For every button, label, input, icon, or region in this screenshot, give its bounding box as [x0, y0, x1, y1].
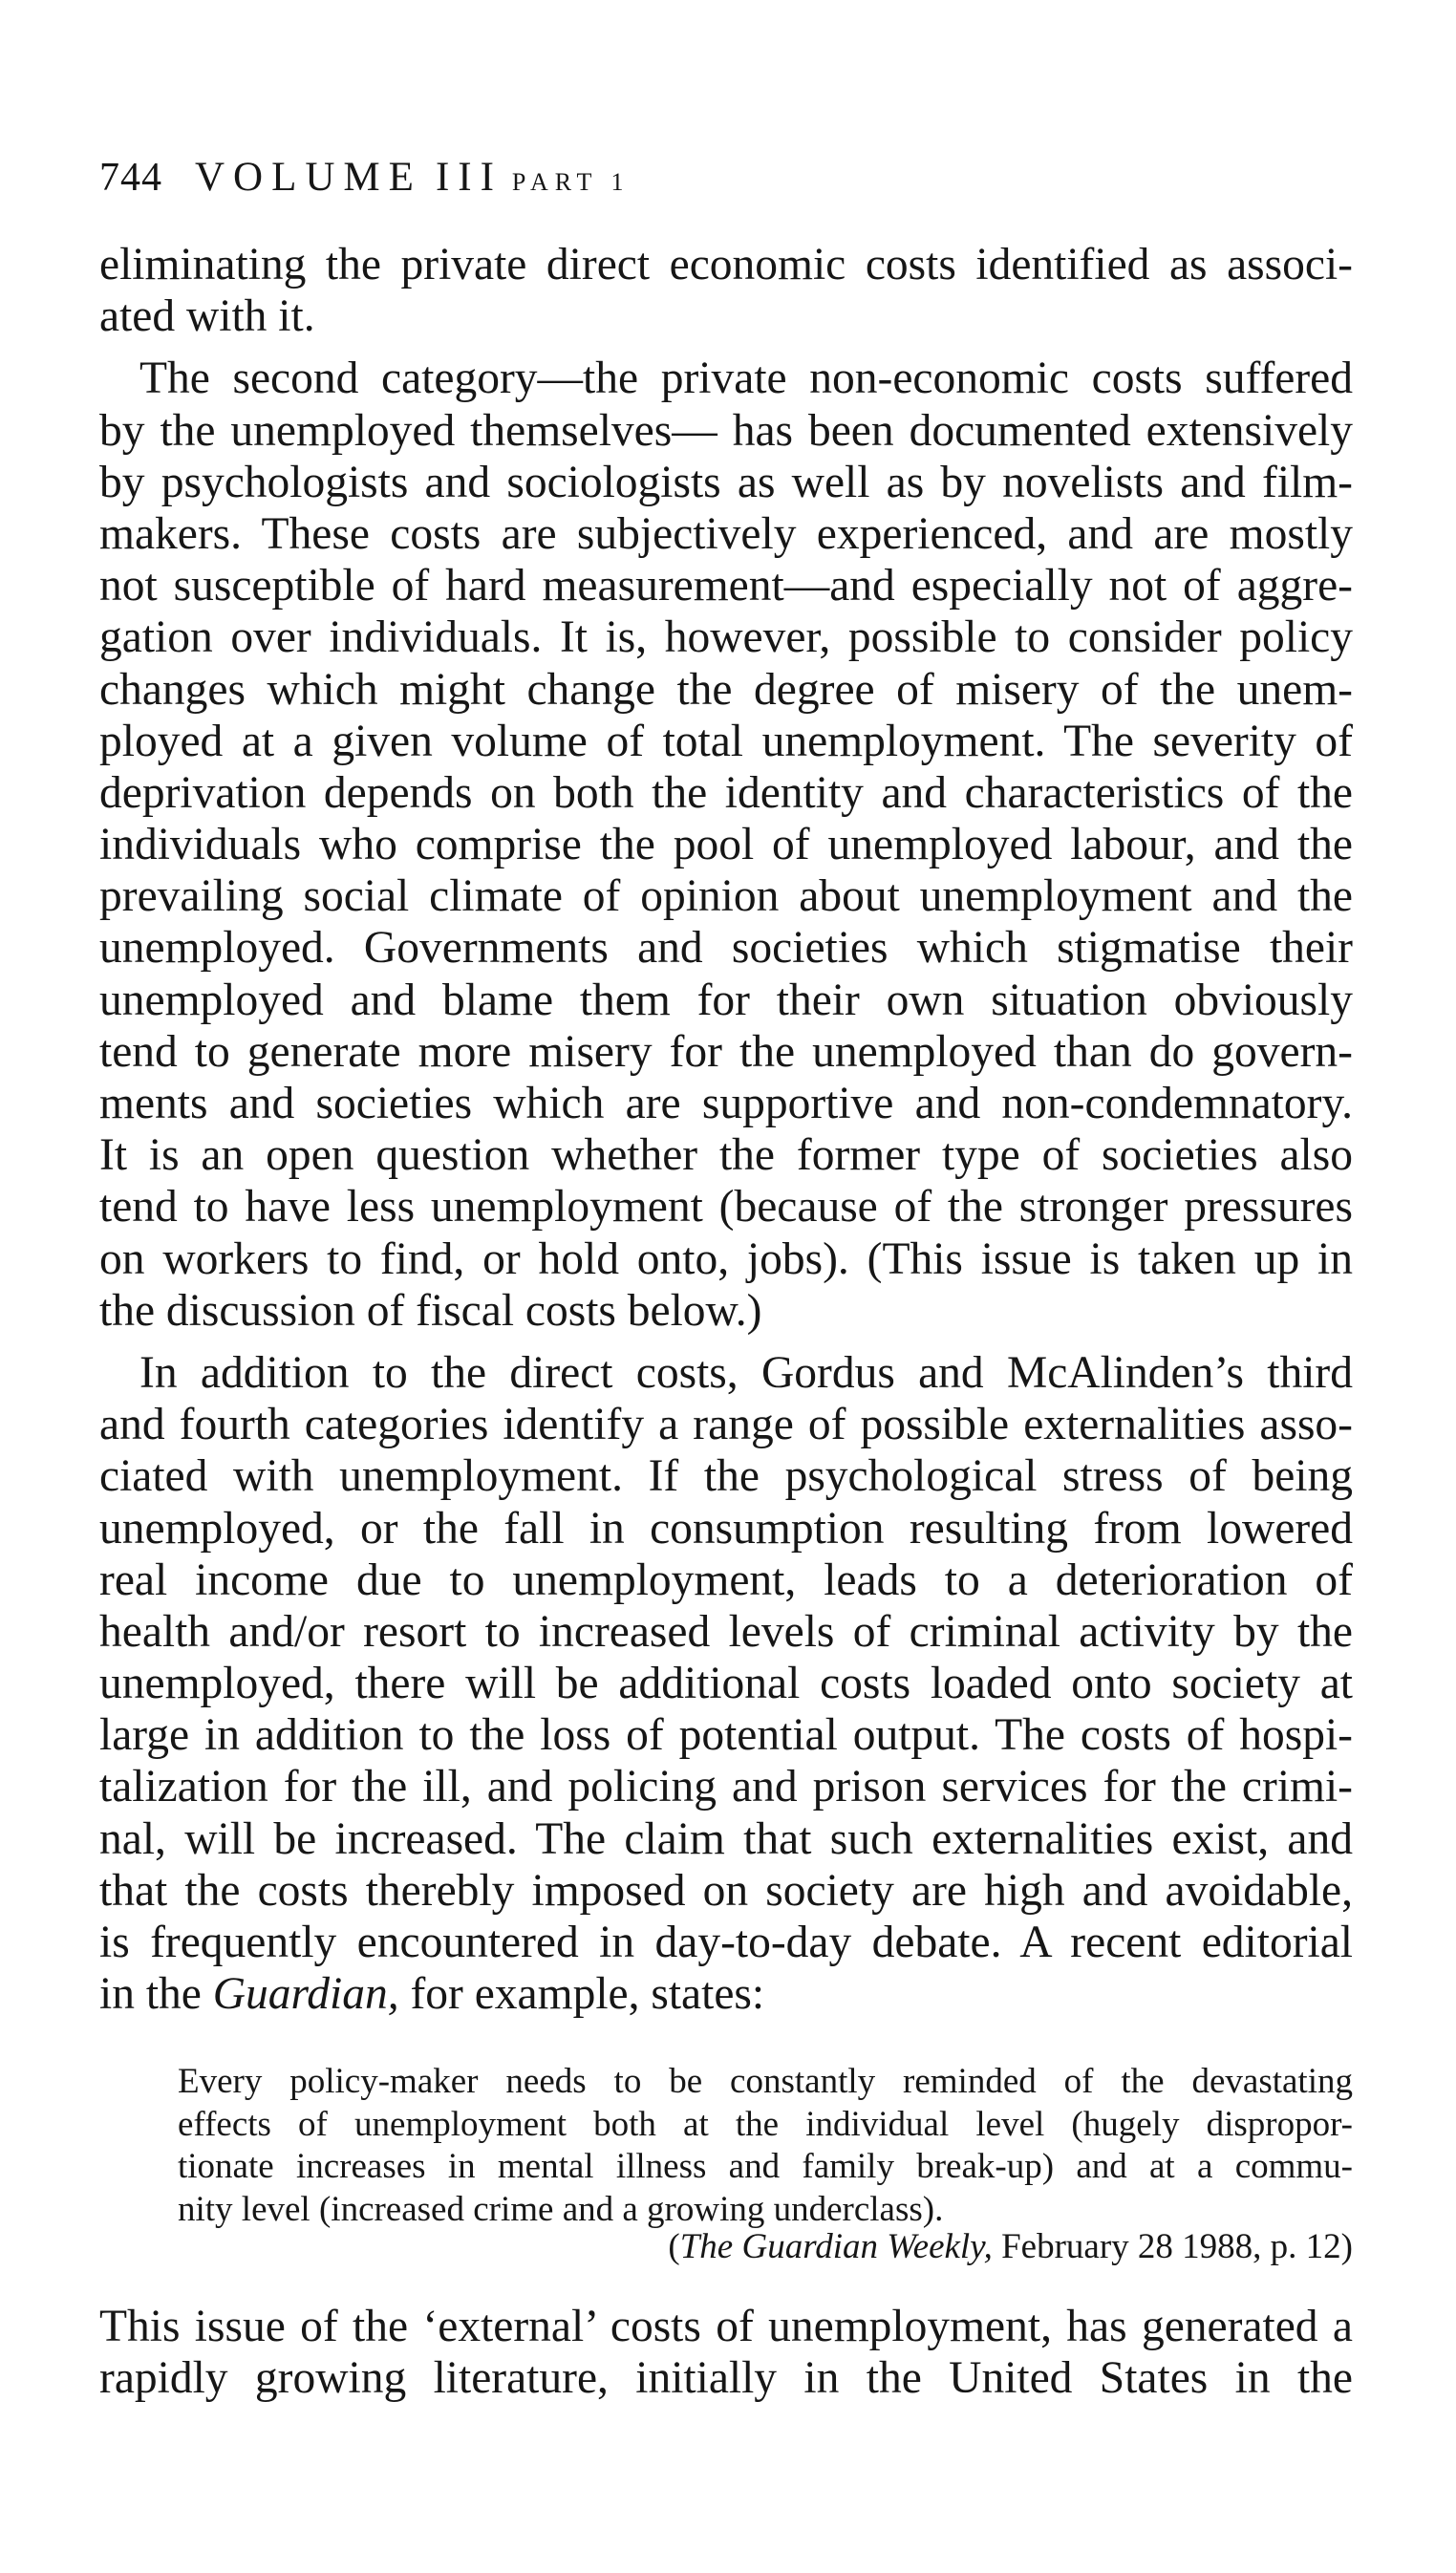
text-line: real income due to unemployment, leads to a deterioration of [99, 1555, 1353, 1605]
text-line: not susceptible of hard measurement—and especially not of aggre- [99, 561, 1353, 611]
body-text [99, 239, 1353, 2020]
citation-details: February 28 1988, p. 12) [992, 2227, 1353, 2266]
quote-line: effects of unemployment both at the individual level (hugely dispropor- [178, 2104, 1353, 2144]
text-line: In addition to the direct costs, Gordus and McAlinden’s third [139, 1347, 1353, 1398]
text-line: unemployed, or the fall in consumption resulting from lowered [99, 1503, 1353, 1554]
text-fragment: in the [99, 1969, 213, 2020]
paragraph-after-quote [99, 2301, 1353, 2404]
text-line: health and/or resort to increased levels of criminal activity by the [99, 1606, 1353, 1657]
text-line: unemployed, there will be additional costs loaded onto society at [99, 1659, 1353, 1709]
text-line: gation over individuals. It is, however, possible to consider policy [99, 612, 1353, 663]
text-line: that the costs therebly imposed on society are high and avoidable, [99, 1865, 1353, 1916]
text-line: It is an open question whether the former type of societies also [99, 1130, 1353, 1181]
text-line: is frequently encountered in day-to-day debate. A recent editorial [99, 1918, 1353, 1967]
text-line: unemployed and blame them for their own situation obviously [99, 975, 1353, 1025]
paragraph-continuation [99, 239, 1353, 342]
text-line: tend to have less unemployment (because of the stronger pressures [99, 1182, 1353, 1233]
text-line: changes which might change the degree of misery of the unem- [99, 664, 1353, 715]
part-label: PART 1 [511, 168, 631, 196]
text-line: individuals who comprise the pool of unemployed labour, and the [99, 820, 1353, 870]
text-line: ated with it. [99, 291, 315, 342]
volume-label: VOLUME [195, 155, 422, 200]
paragraph-externalities [99, 1347, 1353, 2020]
volume-number: III [435, 155, 503, 200]
text-line: prevailing social climate of opinion about unemployment and the [99, 871, 1353, 922]
text-line: talization for the ill, and policing and prison services for the crimi- [99, 1762, 1353, 1812]
text-line [99, 1968, 1353, 2020]
text-line: large in addition to the loss of potential output. The costs of hospi- [99, 1710, 1353, 1761]
text-line: tend to generate more misery for the unemployed than do govern- [99, 1026, 1353, 1077]
citation-open: ( [668, 2227, 680, 2266]
quote-line: tionate increases in mental illness and family break-up) and at a commu- [178, 2147, 1353, 2187]
text-line: The second category—the private non-economic costs suffered [139, 354, 1353, 404]
text-line: ployed at a given volume of total unemployment. The severity of [99, 716, 1353, 766]
publication-title: Guardian, [212, 1969, 399, 2020]
text-line: by psychologists and sociologists as well as by novelists and film- [99, 457, 1353, 507]
paragraph-second-category [99, 353, 1353, 1337]
text-line: the discussion of fiscal costs below.) [99, 1285, 762, 1336]
running-head [99, 153, 630, 207]
text-fragment: for example, states: [398, 1969, 765, 2020]
page-number: 744 [99, 156, 162, 200]
text-line: by the unemployed themselves— has been documented extensively [99, 405, 1353, 456]
text-line: eliminating the private direct economic costs identified as associ- [99, 240, 1353, 289]
text-line: This issue of the ‘external’ costs of unemployment, has generated a [99, 2302, 1353, 2351]
text-line: ciated with unemployment. If the psychological stress of being [99, 1451, 1353, 1502]
quote-line: Every policy-maker needs to be constantly reminded of the devastating [178, 2062, 1353, 2101]
text-line: ments and societies which are supportive and non-condemnatory. [99, 1079, 1353, 1128]
text-line: deprivation depends on both the identity and characteristics of the [99, 767, 1353, 818]
text-line: unemployed. Governments and societies which stigmatise their [99, 923, 1353, 974]
citation-source: The Guardian Weekly, [679, 2227, 993, 2266]
block-quote [178, 2061, 1353, 2231]
text-line: rapidly growing literature, initially in the United States in the [99, 2353, 1353, 2404]
quote-line: nity level (increased crime and a growing underclass). [178, 2189, 944, 2229]
text-line: nal, will be increased. The claim that such externalities exist, and [99, 1813, 1353, 1864]
text-line: makers. These costs are subjectively experienced, and are mostly [99, 508, 1353, 559]
quote-citation [178, 2226, 1353, 2268]
text-line: and fourth categories identify a range of possible externalities asso- [99, 1400, 1353, 1450]
text-line: on workers to find, or hold onto, jobs). (This issue is taken up in [99, 1233, 1353, 1284]
